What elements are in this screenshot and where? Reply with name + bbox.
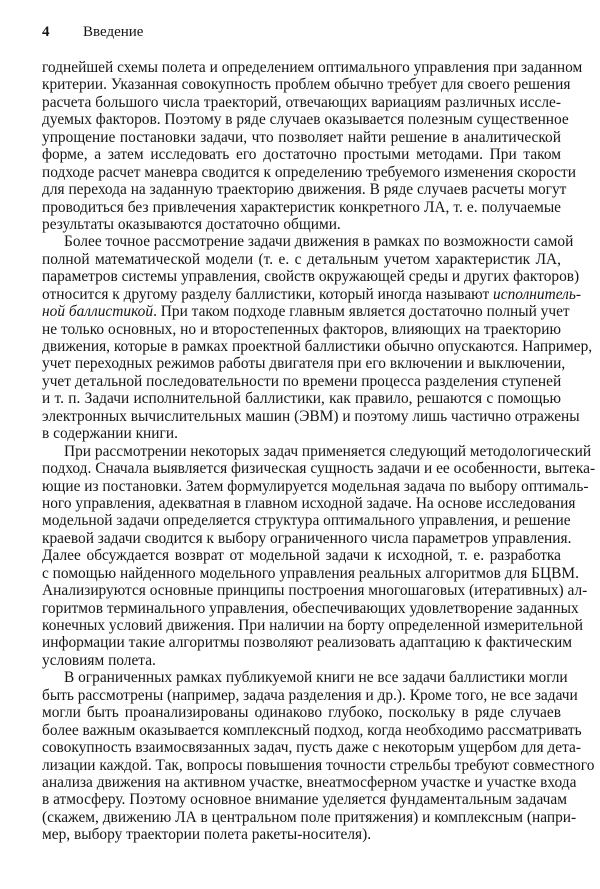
text-segment: (скажем, движению ЛА в центральном поле притяжения) и комплексным (напри- (42, 808, 577, 826)
text-segment: подходе расчет маневра сводится к определению требуемого изменения скорости (42, 163, 576, 181)
text-line (42, 791, 567, 809)
text-segment: полной математической модели (т. е. с детальным учетом характеристик ЛА, (42, 250, 561, 268)
text-segment: Более точное рассмотрение задачи движения в рамках по возможности самой (64, 233, 574, 251)
text-segment: относится к другому разделу баллистики, который иногда называют (42, 285, 494, 303)
text-line (42, 94, 561, 111)
text-line (42, 494, 576, 512)
text-segment: движения, которые в рамках проектной баллистики обычно опускаются. Например, (42, 338, 593, 355)
text-line (42, 617, 584, 634)
italic-term: исполнитель- (493, 285, 582, 303)
paragraph (42, 669, 595, 844)
paragraph (42, 442, 596, 670)
text-segment: для перехода на заданную траекторию движения. В ряде случаев расчеты могут (42, 181, 567, 199)
text-line (42, 303, 570, 321)
text-segment: расчета большого числа траекторий, отвечающих вариациям различных иссле- (42, 93, 561, 111)
text-segment: упрощение постановки задачи, что позволяет найти решение в аналитической (42, 128, 561, 146)
text-line (42, 285, 582, 303)
text-segment: могли быть проанализированы одинаково глубоко, поскольку в ряде случаев (42, 704, 561, 722)
text-line (42, 425, 561, 442)
text-segment: более важным оказывается комплексный подход, когда необходимо рассматривать (42, 721, 582, 739)
text-line (42, 233, 574, 251)
text-line (42, 512, 571, 530)
text-line (42, 756, 595, 774)
page-number: 4 (42, 24, 50, 40)
text-segment: годнейшей схемы полета и определением оптимального управления при заданном (42, 59, 583, 76)
text-segment: с помощью найденного модельного управления реальных алгоритмов для БЦВМ. (42, 564, 579, 582)
text-segment: дуемых факторов. Поэтому в ряде случаев оказывается полезным существенное (42, 111, 569, 129)
text-line (42, 373, 561, 390)
text-line (42, 355, 566, 373)
body-text (42, 59, 596, 844)
text-line (42, 547, 561, 564)
text-segment: учет детальной последовательности по времени процесса разделения ступеней (42, 372, 562, 390)
text-segment: быть рассмотрены (например, задача разделения и др.). Кроме того, не все задачи (42, 686, 578, 704)
text-segment: информации такие алгоритмы позволяют реализовать адаптацию к фактическим (42, 634, 572, 652)
text-segment: горитмов терминального управления, обеспечивающих удовлетворение заданных (42, 599, 579, 617)
text-line (42, 721, 582, 739)
text-segment: условиям полета. (42, 651, 156, 669)
text-line (42, 321, 561, 338)
text-segment: в атмосферу. Поэтому основное внимание уделяется фундаментальным задачам (42, 791, 567, 809)
paragraph (42, 59, 583, 233)
text-line (42, 268, 580, 286)
text-line (42, 199, 561, 216)
text-segment: в содержании книги. (42, 425, 178, 443)
text-line (42, 564, 579, 582)
text-line (42, 634, 572, 652)
text-line (42, 599, 579, 617)
text-line (42, 59, 583, 76)
text-segment: ющие из постановки. Затем формулируется модельная задача по выбору оптималь- (42, 477, 589, 495)
text-segment: не только основных, но и второстепенных факторов, влияющих на траекторию (42, 320, 561, 338)
text-segment: Далее обсуждается возврат от модельной задачи к исходной, т. е. разработка (42, 547, 561, 565)
text-segment: модельной задачи определяется структура оптимального управления, и решение (42, 512, 571, 530)
text-line (42, 582, 588, 600)
text-segment: подход. Сначала выявляется физическая сущность задачи и ее особенности, вытека- (42, 460, 596, 478)
italic-term: ной баллистикой (42, 303, 154, 321)
text-line (42, 390, 561, 407)
text-segment: совокупность взаимосвязанных задач, пусть даже с некоторым ущербом для дета- (42, 739, 581, 757)
text-line (42, 704, 561, 721)
text-segment: ного управления, адекватная в главном исходной задаче. На основе исследования (42, 494, 576, 512)
text-line (42, 111, 569, 129)
text-line (42, 477, 589, 495)
text-segment: . При таком подходе главным является достаточно полный учет (153, 303, 570, 321)
text-line (42, 442, 592, 460)
chapter-title: Введение (83, 24, 144, 40)
text-line (42, 216, 561, 233)
text-segment: параметров системы управления, свойств окружающей среды и других факторов) (42, 268, 580, 286)
text-segment: конечных условий движения. При наличии на борту определенной измерительной (42, 617, 584, 634)
text-line (42, 460, 596, 478)
text-line (42, 529, 572, 547)
text-segment: краевой задачи сводится к выбору ограниченного числа параметров управления. (42, 529, 572, 547)
text-line (42, 826, 561, 843)
text-line (42, 407, 580, 425)
text-segment: форме, а затем исследовать его достаточно простыми методами. При таком (42, 146, 561, 164)
text-segment: электронных вычислительных машин (ЭВМ) и поэтому лишь частично отражены (42, 407, 580, 425)
text-line (42, 163, 576, 181)
text-line (42, 181, 567, 199)
text-segment: и т. п. Задачи исполнительной баллистики, как правило, решаются с помощью (42, 390, 561, 408)
text-segment: критерии. Указанная совокупность проблем обычно требует для своего решения (42, 76, 571, 94)
text-line (42, 652, 561, 669)
text-segment: учет переходных режимов работы двигателя при его включении и выключении, (42, 355, 566, 373)
text-line (42, 76, 571, 94)
text-line (42, 808, 577, 826)
text-segment: мер, выбору траектории полета ракеты-носителя). (42, 826, 372, 844)
paragraph (42, 233, 593, 443)
text-segment: Анализируются основные принципы построения многошаговых (итеративных) ал- (42, 582, 588, 600)
text-line (42, 773, 577, 791)
text-segment: При рассмотрении некоторых задач применяется следующий методологический (64, 442, 592, 460)
text-line (42, 739, 581, 757)
text-line (42, 338, 593, 355)
text-segment: анализа движения на активном участке, внеатмосферном участке и участке входа (42, 773, 577, 791)
text-segment: проводиться без привлечения характеристик конкретного ЛА, т. е. получаемые (42, 198, 561, 216)
text-segment: В ограниченных рамках публикуемой книги не все задачи баллистики могли (64, 669, 568, 687)
text-segment: лизации каждой. Так, вопросы повышения точности стрельбы требуют совместного (42, 756, 595, 774)
text-line (42, 146, 561, 163)
text-segment: результаты оказываются достаточно общими. (42, 215, 341, 233)
text-line (42, 251, 561, 268)
text-line (42, 129, 561, 146)
text-line (42, 669, 568, 687)
text-line (42, 686, 578, 704)
